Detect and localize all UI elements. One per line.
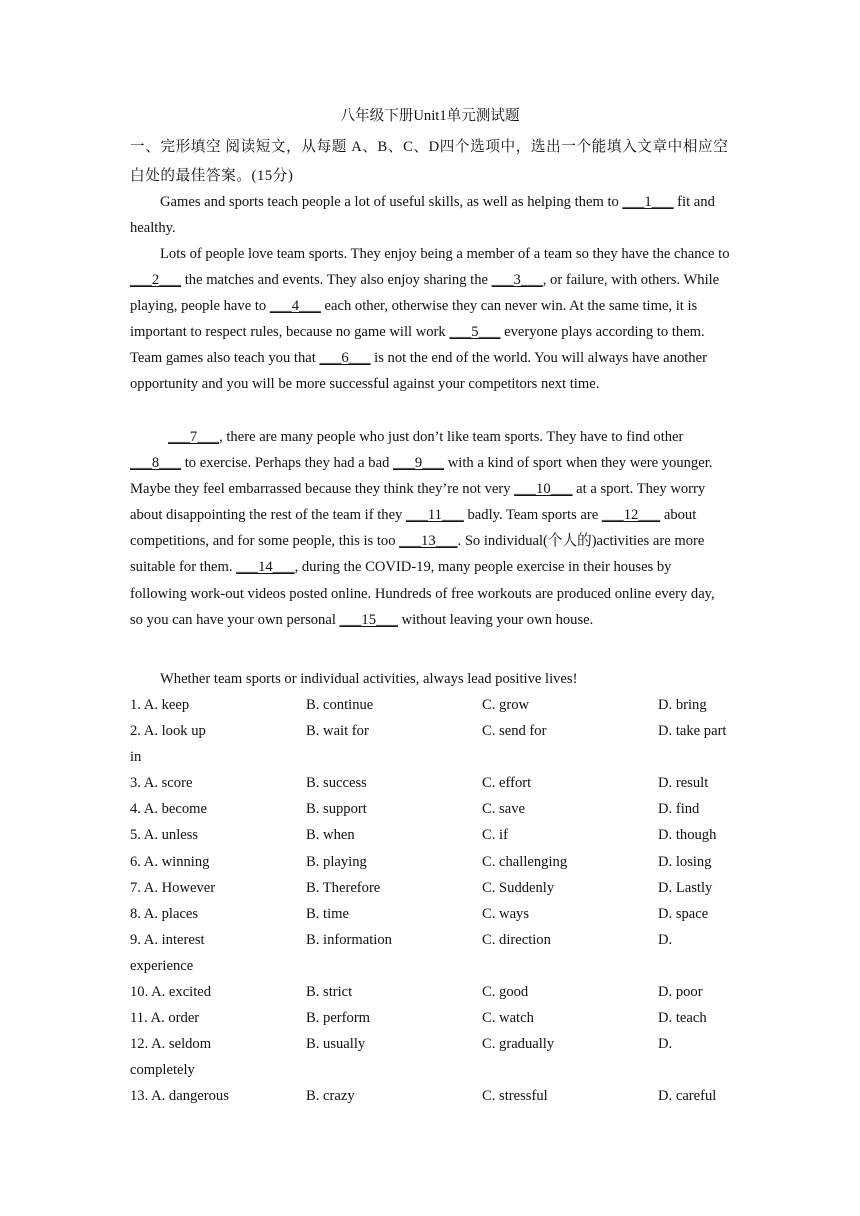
blank-11: ___11___ [406, 507, 464, 524]
option-c: C. if [482, 827, 508, 844]
paragraph-1: Games and sports teach people a lot of useful skills, as well as helping them to ___1___ fit and healthy. [130, 194, 715, 237]
option-b: B. continue [306, 697, 374, 713]
option-b: B. strict [306, 984, 353, 1001]
question-row [130, 692, 730, 718]
question-row [130, 849, 730, 875]
option-a: 3. A. score [130, 775, 193, 792]
option-a: 2. A. look up [130, 723, 206, 740]
blank-2: ___2___ [130, 272, 182, 289]
question-row [130, 796, 730, 822]
option-d: D. find [658, 801, 700, 818]
option-a: 13. A. dangerous [130, 1088, 229, 1105]
option-d-wrap: experience [130, 957, 194, 974]
option-a: 4. A. become [130, 801, 208, 818]
option-b: B. Therefore [306, 879, 381, 896]
option-d-letter: D. [658, 1036, 673, 1053]
option-a: 8. A. places [130, 905, 199, 922]
option-a: 10. A. excited [130, 984, 212, 1001]
option-c: C. save [482, 801, 525, 818]
option-c: C. direction [482, 931, 551, 948]
option-b: B. information [306, 931, 392, 948]
option-b: B. support [306, 801, 367, 818]
option-a: 7. A. However [130, 879, 216, 896]
blank-7: ___7___ [168, 429, 220, 445]
option-d-letter: D. [658, 931, 673, 948]
blank-1: ___1___ [622, 194, 674, 210]
option-c: C. challenging [482, 853, 568, 870]
blank-6: ___6___ [319, 350, 371, 367]
question-row [130, 822, 730, 848]
question-row [130, 979, 730, 1005]
option-d: D. space [658, 905, 709, 922]
option-b: B. time [306, 905, 349, 922]
question-row [130, 1005, 730, 1031]
option-d: D. though [658, 827, 717, 844]
question-row [130, 1031, 730, 1083]
option-b: B. crazy [306, 1088, 355, 1105]
option-b: B. perform [306, 1010, 371, 1027]
blank-15: ___15___ [339, 611, 398, 628]
option-d: D. teach [658, 1010, 707, 1027]
option-c: C. gradually [482, 1036, 555, 1053]
option-c: C. stressful [482, 1088, 548, 1105]
blank-8: ___8___ [130, 455, 182, 472]
option-d: D. take part [658, 723, 727, 740]
option-c: C. Suddenly [482, 879, 555, 896]
paragraph-4: Whether team sports or individual activities, always lead positive lives! [160, 671, 578, 687]
option-b: B. wait for [306, 723, 369, 740]
option-d: D. careful [658, 1088, 717, 1105]
option-c: C. watch [482, 1010, 534, 1027]
paragraph-3: ___7___, there are many people who just don’t like team sports. They have to find other ___8___ to exercise. Perhaps they had a bad ___9___ with a kind of sport when they were younger. Maybe they feel embarrassed because they think they’re not very ___10___ at a sport. They worry about disappointing the rest of the team if they ___11___ badly. Team sports are ___12___ about competitions, and for some people, this is too ___13___. So individual(个人的)activities are more suitable for them. ___14___, during the COVID-19, many people exercise in their houses by following work-out videos posted online. Hundreds of free workouts are produced online every day, so you can have your own personal ___15___ without leaving your own house. [130, 429, 715, 628]
option-a: 1. A. keep [130, 697, 190, 713]
blank-13: ___13___ [399, 533, 458, 550]
question-row [130, 901, 730, 927]
blank-3: ___3___ [491, 272, 543, 289]
question-row [130, 770, 730, 796]
blank-14: ___14___ [236, 559, 295, 576]
option-a: 12. A. seldom [130, 1036, 212, 1053]
options-list [130, 692, 730, 1110]
option-b: B. playing [306, 853, 367, 870]
blank-9: ___9___ [393, 455, 445, 472]
option-d: D. bring [658, 697, 707, 713]
question-row [130, 927, 730, 979]
option-b: B. success [306, 775, 367, 792]
option-a: 5. A. unless [130, 827, 199, 844]
question-row [130, 1083, 730, 1109]
section-instruction: 一、完形填空 阅读短文，从每题 A、B、C、D四个选项中，选出一个能填入文章中相应空白处的最佳答案。(15分) [130, 139, 729, 184]
option-c: C. good [482, 984, 529, 1001]
question-row [130, 875, 730, 901]
blank-5: ___5___ [449, 324, 501, 341]
question-row [130, 718, 730, 770]
option-a: 9. A. interest [130, 931, 205, 948]
option-d: D. result [658, 775, 709, 792]
option-c: C. ways [482, 905, 530, 922]
blank-12: ___12___ [601, 507, 661, 524]
option-c: C. send for [482, 723, 547, 740]
option-d: D. Lastly [658, 879, 713, 896]
option-b: B. usually [306, 1036, 366, 1053]
option-a: 11. A. order [130, 1010, 200, 1027]
page-title: 八年级下册Unit1单元测试题 [340, 108, 520, 124]
option-c: C. effort [482, 775, 532, 792]
option-d-wrap: in [130, 749, 142, 766]
option-d: D. poor [658, 984, 703, 1001]
blank-4: ___4___ [269, 298, 321, 315]
blank-10: ___10___ [514, 481, 573, 498]
option-b: B. when [306, 827, 355, 844]
option-a: 6. A. winning [130, 853, 210, 870]
option-c: C. grow [482, 697, 530, 713]
option-d-wrap: completely [130, 1062, 195, 1079]
option-d: D. losing [658, 853, 712, 870]
paragraph-2: Lots of people love team sports. They enjoy being a member of a team so they have the chance to ___2___ the matches and events. They also enjoy sharing the ___3___, or failure, with others. While playing, people have to ___4___ each other, otherwise they can never win. At the same time, it is important to respect rules, because no game will work ___5___ everyone plays according to them. Team games also teach you that ___6___ is not the end of the world. You will always have another opportunity and you will be more successful against your competitors next time. [130, 246, 730, 393]
